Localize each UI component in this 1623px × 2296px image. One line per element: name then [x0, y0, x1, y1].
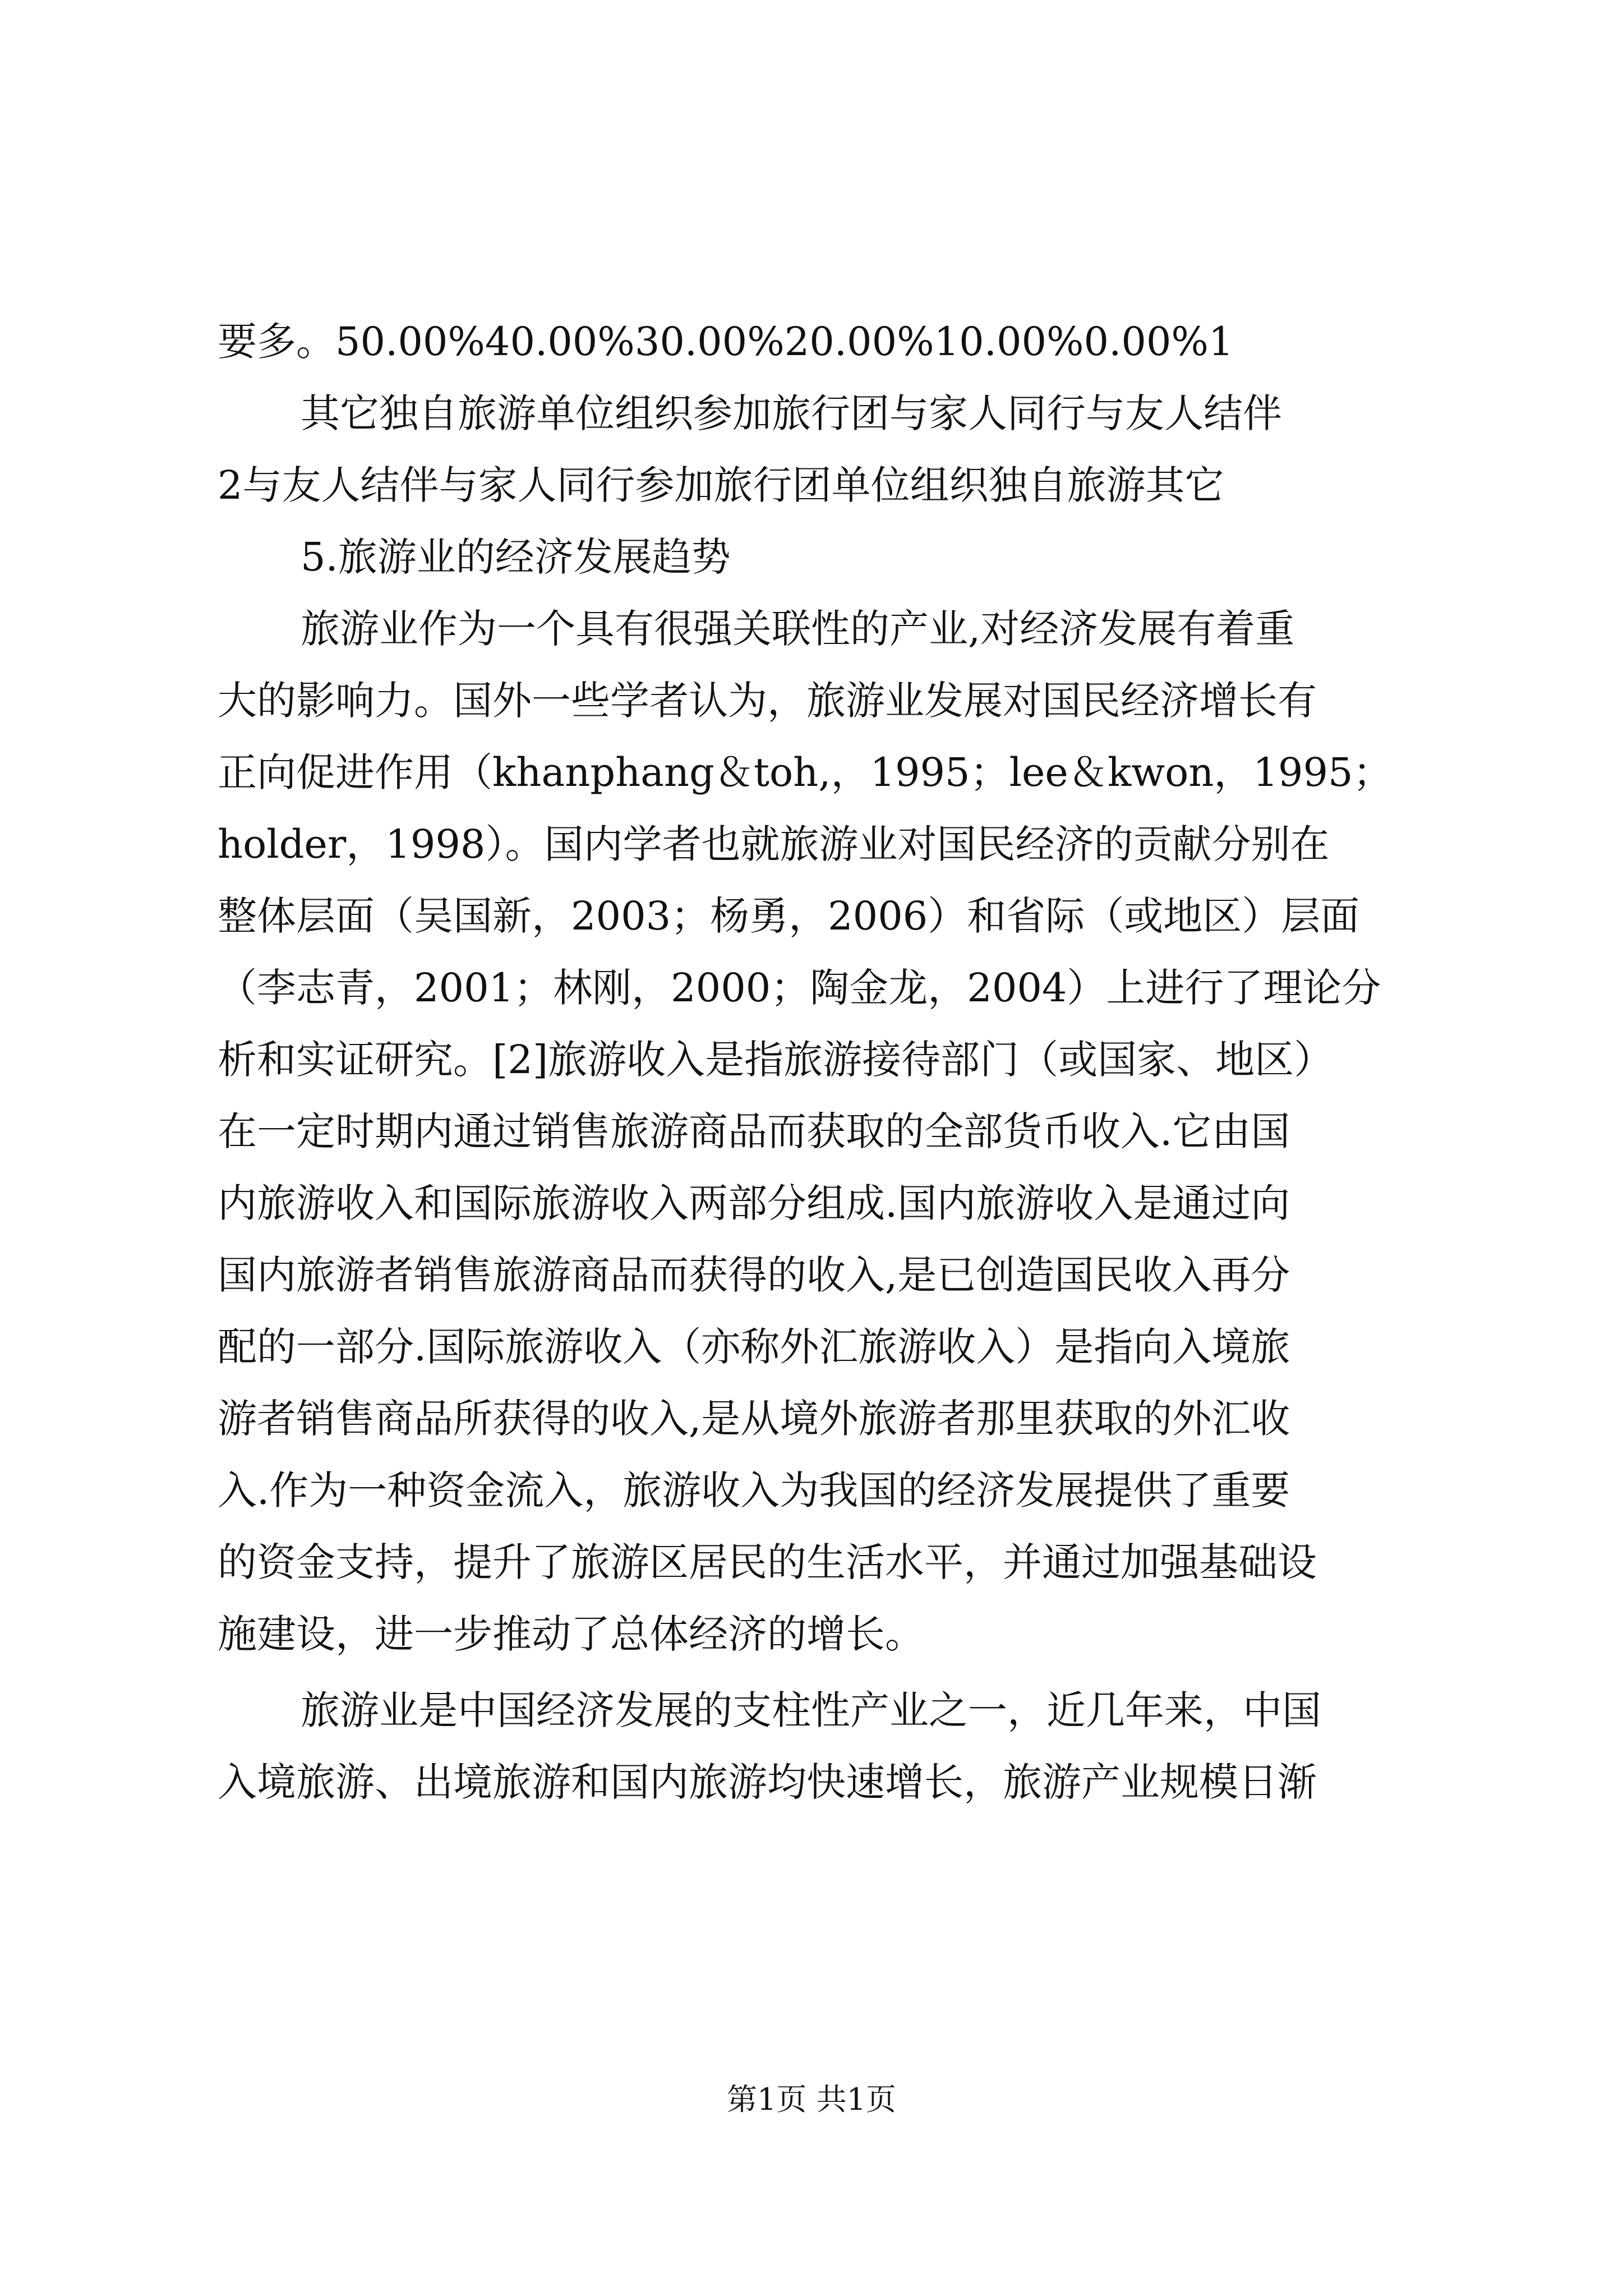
text-line: 大的影响力。国外一些学者认为，旅游业发展对国民经济增长有	[218, 678, 1317, 724]
text-line: 国内旅游者销售旅游商品而获得的收入,是已创造国民收入再分	[218, 1252, 1290, 1298]
text-line: 配的一部分.国际旅游收入（亦称外汇旅游收入）是指向入境旅	[218, 1324, 1290, 1370]
text-line: 析和实证研究。[2]旅游收入是指旅游接待部门（或国家、地区）	[218, 1037, 1334, 1083]
paragraph-gap	[218, 1670, 1418, 1674]
document-body	[218, 306, 1418, 1818]
text-line: 内旅游收入和国际旅游收入两部分组成.国内旅游收入是通过向	[218, 1180, 1290, 1226]
text-line: 旅游业作为一个具有很强关联性的产业,对经济发展有着重	[301, 606, 1295, 652]
text-line: 其它独自旅游单位组织参加旅行团与家人同行与友人结伴	[301, 390, 1282, 436]
text-line: 2与友人结伴与家人同行参加旅行团单位组织独自旅游其它	[218, 462, 1224, 508]
text-line: 的资金支持，提升了旅游区居民的生活水平，并通过加强基础设	[218, 1539, 1317, 1585]
text-line: 游者销售商品所获得的收入,是从境外旅游者那里获取的外汇收	[218, 1396, 1290, 1442]
text-line: （李志青，2001；林刚，2000；陶金龙，2004）上进行了理论分	[218, 965, 1381, 1011]
text-line: holder，1998）。国内学者也就旅游业对国民经济的贡献分别在	[218, 821, 1330, 867]
text-line: 入境旅游、出境旅游和国内旅游均快速增长，旅游产业规模日渐	[218, 1759, 1317, 1805]
text-line: 要多。50.00%40.00%30.00%20.00%10.00%0.00%1	[218, 319, 1234, 365]
text-line: 施建设，进一步推动了总体经济的增长。	[218, 1611, 924, 1657]
page-footer: 第1页 共1页	[727, 2082, 896, 2117]
text-line: 正向促进作用（khanphang＆toh,，1995；lee＆kwon，1995；	[218, 749, 1393, 795]
text-line: 在一定时期内通过销售旅游商品而获取的全部货币收入.它由国	[218, 1108, 1290, 1154]
text-line: 旅游业是中国经济发展的支柱性产业之一，近几年来，中国	[301, 1687, 1321, 1733]
section-heading: 5.旅游业的经济发展趋势	[301, 534, 731, 580]
text-line: 入.作为一种资金流入，旅游收入为我国的经济发展提供了重要	[218, 1467, 1290, 1513]
text-line: 整体层面（吴国新，2003；杨勇，2006）和省际（或地区）层面	[218, 893, 1360, 939]
